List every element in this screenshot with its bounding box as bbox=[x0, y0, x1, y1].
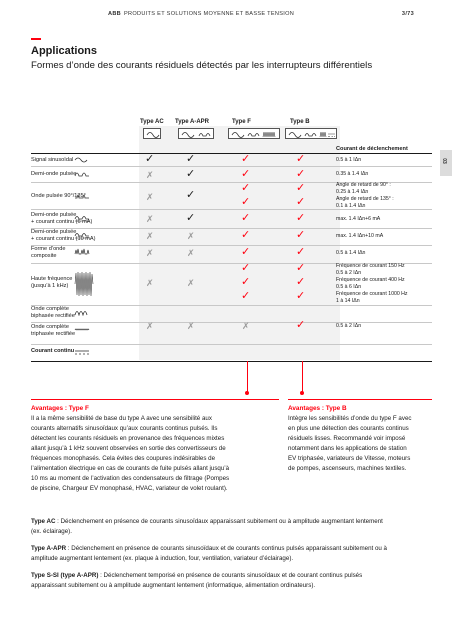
type-b-connector-dot bbox=[300, 391, 304, 395]
check-mark-a-apr: ✓ bbox=[186, 212, 196, 224]
check-mark-f: ✓ bbox=[241, 168, 251, 180]
table-top-rule bbox=[31, 153, 432, 154]
row-divider bbox=[31, 228, 432, 229]
courant-note: 0.1 à 1.4 IΔn bbox=[336, 203, 366, 209]
col-type-f: Type F bbox=[232, 119, 251, 125]
check-mark-f: ✓ bbox=[241, 229, 251, 241]
check-mark-b: ✓ bbox=[296, 153, 306, 165]
courant-note: max. 1.4 IΔn+6 mA bbox=[336, 216, 381, 222]
page-number: 3/73 bbox=[401, 11, 414, 17]
row-label-haute-frequence: Haute fréquence bbox=[31, 276, 73, 282]
type-f-connector bbox=[247, 361, 248, 393]
text-line: 10 ms au moment de l’activation des condensateurs de filtrage (Pompes bbox=[31, 475, 230, 482]
header-title: PRODUITS ET SOLUTIONS MOYENNE ET BASSE TENSION bbox=[124, 11, 295, 17]
cross-mark-a-apr: ✗ bbox=[187, 248, 195, 258]
page-subtitle: Formes d’onde des courants résiduels détectés par les interrupteurs différentiels bbox=[31, 60, 373, 71]
definition-text: apparaissant subitement ou à amplitude augmentant lentement (informatique, alimentation ordinateurs). bbox=[31, 582, 316, 589]
type-f-rule bbox=[31, 399, 279, 400]
row-label-triphasee-sub: triphasée rectifiée bbox=[31, 331, 76, 337]
type-f-connector-dot bbox=[245, 391, 249, 395]
row-label-biphasee-sub: biphasée rectifiée bbox=[31, 313, 75, 319]
page-title: Applications bbox=[31, 45, 98, 57]
check-mark-f-150hz: ✓ bbox=[241, 262, 251, 274]
cross-mark-ac: ✗ bbox=[146, 170, 154, 180]
dc-current-icon bbox=[74, 349, 90, 355]
text-line: EV triphasée, variateurs de Vitesse, moteurs bbox=[288, 455, 411, 462]
courant-note: 0.5 à 2 IΔn bbox=[336, 270, 362, 276]
definition-term: Type A-APR bbox=[31, 545, 67, 552]
row-label-demi-onde-6ma-sub: + courant continu (6 mA) bbox=[31, 219, 93, 225]
check-mark-b-150hz: ✓ bbox=[296, 262, 306, 274]
row-divider bbox=[31, 322, 432, 323]
page-header bbox=[0, 11, 452, 23]
cross-mark-a-apr: ✗ bbox=[187, 231, 195, 241]
table-bottom-rule bbox=[31, 361, 432, 362]
courant-note: 1 à 14 IΔn bbox=[336, 298, 360, 304]
row-label-haute-frequence-sub: (jusqu’à 1 kHz) bbox=[31, 283, 69, 289]
row-label-demi-onde-6ma: Demi-onde pulsée bbox=[31, 212, 77, 218]
col-type-a-apr: Type A-APR bbox=[175, 119, 210, 125]
title-accent-bar bbox=[31, 38, 41, 40]
type-columns-band bbox=[139, 126, 340, 360]
cross-mark-ac: ✗ bbox=[146, 248, 154, 258]
row-divider bbox=[31, 209, 432, 210]
text-line: résiduels lisses. Recommandé voir imposé bbox=[288, 435, 406, 442]
row-label-triphasee: Onde complète bbox=[31, 324, 69, 330]
text-line: Il a la même sensibilité de base du type A avec une sensibilité aux bbox=[31, 415, 212, 422]
high-frequency-wave-icon bbox=[74, 270, 94, 298]
text-line: courants alternatifs sinusoïdaux qu’aux courants continus pulsés. Ils bbox=[31, 425, 218, 432]
courant-note: Angle de retard de 135° : bbox=[336, 196, 394, 202]
text-line: fréquences monophasés. Cela évites des coupures indésirables de bbox=[31, 455, 216, 462]
check-mark-f-1000hz: ✓ bbox=[241, 290, 251, 302]
composite-wave-icon bbox=[74, 248, 90, 256]
cross-mark-ac: ✗ bbox=[146, 231, 154, 241]
cross-mark-ac: ✗ bbox=[146, 192, 154, 202]
section-tab[interactable] bbox=[440, 150, 452, 176]
definition-text: amplitude augmentant lentement (ex. plaque à induction, four, ventilation, variateur d’éclairage). bbox=[31, 555, 294, 562]
row-label-onde-pulsee: Onde pulsée 90°/135° bbox=[31, 193, 86, 199]
courant-note: 0.35 à 1.4 IΔn bbox=[336, 171, 369, 177]
check-mark-b-135: ✓ bbox=[296, 196, 306, 208]
check-mark-f-135: ✓ bbox=[241, 196, 251, 208]
text-line: en plus une détection des courants continus bbox=[288, 425, 409, 432]
check-mark-a-apr: ✓ bbox=[186, 168, 196, 180]
courant-note: max. 1.4 IΔn+10 mA bbox=[336, 233, 384, 239]
row-divider bbox=[31, 245, 432, 246]
check-mark-f: ✓ bbox=[241, 246, 251, 258]
advantages-b-text bbox=[288, 414, 411, 474]
definition-text: : Déclenchement en présence de courants sinusoïdaux apparaissant subitement ou à amplitude augmentant lentement bbox=[55, 518, 383, 525]
courant-header: Courant de déclenchement bbox=[336, 146, 408, 152]
courant-note: Fréquence de courant 1000 Hz bbox=[336, 291, 408, 297]
half-wave-dc-icon bbox=[74, 231, 90, 239]
section-tab-label: 03 bbox=[440, 158, 447, 164]
courant-note: 0.5 à 6 IΔn bbox=[336, 284, 362, 290]
courant-note: 0.5 à 2 IΔn bbox=[336, 323, 362, 329]
check-mark-b-1000hz: ✓ bbox=[296, 290, 306, 302]
row-label-composite-sub: composite bbox=[31, 253, 57, 259]
check-mark-b: ✓ bbox=[296, 319, 306, 331]
check-mark-b: ✓ bbox=[296, 246, 306, 258]
text-line: l’alimentation électrique en cas de courants de fuite pulsés allant jusqu’à bbox=[31, 465, 230, 472]
col-type-b: Type B bbox=[290, 119, 310, 125]
check-mark-f-90: ✓ bbox=[241, 182, 251, 194]
text-line: détectent les courants résiduels en provenance des fréquences mixtes bbox=[31, 435, 225, 442]
definition-term: Type S-SI (type A-APR) bbox=[31, 572, 99, 579]
check-mark-f: ✓ bbox=[241, 153, 251, 165]
type-f-symbol-icon bbox=[228, 128, 280, 139]
row-divider bbox=[31, 305, 432, 306]
text-line: notamment dans les applications de station bbox=[288, 445, 407, 452]
check-mark-b: ✓ bbox=[296, 168, 306, 180]
text-line: de piscine, Chargeur EV monophasé, HVAC, variateur de volet roulant). bbox=[31, 485, 228, 492]
cross-mark-a-apr: ✗ bbox=[187, 321, 195, 331]
text-line: de pompes, ascenseurs, machines textiles. bbox=[288, 465, 407, 472]
advantages-f-title: Avantages : Type F bbox=[31, 405, 89, 412]
courant-note: 0.5 à 1 IΔn bbox=[336, 157, 362, 163]
row-divider bbox=[31, 344, 432, 345]
advantages-b-title: Avantages : Type B bbox=[288, 405, 347, 412]
type-b-connector bbox=[302, 361, 303, 393]
check-mark-a-apr: ✓ bbox=[186, 189, 196, 201]
cross-mark-f: ✗ bbox=[242, 321, 250, 331]
three-phase-rectified-icon bbox=[74, 326, 90, 334]
col-type-ac: Type AC bbox=[140, 119, 164, 125]
row-label-courant-continu: Courant continu bbox=[31, 348, 75, 354]
definition-text: : Déclenchement en présence de courants sinusoïdaux et de courants continus pulsés apparaissant subitement ou à bbox=[66, 545, 387, 552]
courant-note: Fréquence de courant 400 Hz bbox=[336, 277, 405, 283]
text-line: Intègre les sensibilités d’onde du type F avec bbox=[288, 415, 412, 422]
row-label-demi-onde-10ma: Demi-onde pulsée bbox=[31, 229, 77, 235]
check-mark-b-90: ✓ bbox=[296, 182, 306, 194]
check-mark-f-400hz: ✓ bbox=[241, 276, 251, 288]
cross-mark-ac: ✗ bbox=[146, 214, 154, 224]
text-line: allant jusqu’à 1 kHz souvent observées en sortie des convertisseurs de bbox=[31, 445, 226, 452]
row-label-demi-onde: Demi-onde pulsée bbox=[31, 171, 77, 177]
definition-text: (ex. éclairage). bbox=[31, 528, 72, 535]
pulsed-wave-icon bbox=[74, 192, 90, 200]
row-divider bbox=[31, 166, 432, 167]
check-mark-b: ✓ bbox=[296, 229, 306, 241]
half-wave-dc-icon bbox=[74, 214, 90, 222]
check-mark-b-400hz: ✓ bbox=[296, 276, 306, 288]
type-b-rule bbox=[288, 399, 432, 400]
cross-mark-ac: ✗ bbox=[146, 321, 154, 331]
check-mark-f: ✓ bbox=[241, 212, 251, 224]
courant-note: 0.5 à 1.4 IΔn bbox=[336, 250, 366, 256]
check-mark-a-apr: ✓ bbox=[186, 153, 196, 165]
check-mark-ac: ✓ bbox=[145, 153, 155, 165]
type-a-apr-symbol-icon bbox=[178, 128, 214, 139]
type-ac-symbol-icon bbox=[143, 128, 161, 139]
row-label-demi-onde-10ma-sub: + courant continu (10 mA) bbox=[31, 236, 96, 242]
definition-text: : Déclenchement temporisé en présence de courants sinusoïdaux et de courant continus pulsés bbox=[98, 572, 363, 579]
full-wave-rectified-icon bbox=[74, 308, 90, 316]
cross-mark-a-apr: ✗ bbox=[187, 278, 195, 288]
definition-type-a-apr bbox=[31, 544, 432, 564]
definition-term: Type AC bbox=[31, 518, 56, 525]
row-label-biphasee: Onde complète bbox=[31, 306, 69, 312]
brand-label: ABB bbox=[108, 11, 122, 17]
definition-type-ac bbox=[31, 517, 432, 537]
advantages-f-text bbox=[31, 414, 229, 494]
definition-type-s-si bbox=[31, 571, 432, 591]
check-mark-b: ✓ bbox=[296, 212, 306, 224]
sine-wave-icon bbox=[74, 156, 88, 164]
courant-note: Fréquence de courant 150 Hz bbox=[336, 263, 405, 269]
row-label-sinusoidal: Signal sinusoïdal bbox=[31, 157, 74, 163]
cross-mark-ac: ✗ bbox=[146, 278, 154, 288]
half-wave-icon bbox=[74, 170, 90, 178]
courant-note: Angle de retard de 90° : bbox=[336, 182, 391, 188]
courant-note: 0.25 à 1.4 IΔn bbox=[336, 189, 369, 195]
type-b-symbol-icon bbox=[285, 128, 337, 139]
row-label-composite: Forme d’onde bbox=[31, 246, 66, 252]
